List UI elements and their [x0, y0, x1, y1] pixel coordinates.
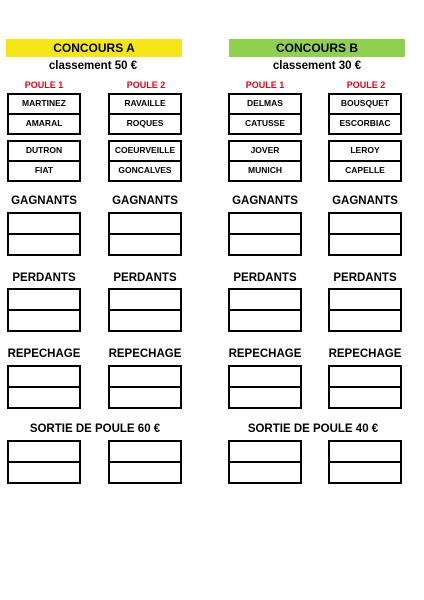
team-name: DELMAS	[247, 98, 283, 108]
team-name: MUNICH	[230, 160, 300, 180]
gagnants-box-b1	[228, 212, 302, 256]
perdants-box-b2	[328, 288, 402, 332]
perdants-heading-b2: PERDANTS	[333, 272, 397, 284]
repechage-heading-a1: REPECHAGE	[7, 348, 81, 360]
perdants-heading-a1: PERDANTS	[12, 272, 76, 284]
concours-a-classement: classement 50 €	[48, 60, 138, 72]
team-box-b-p1-1	[228, 93, 302, 135]
team-name: ESCORBIAC	[330, 113, 400, 133]
team-box-a-p1-2	[7, 140, 81, 182]
perdants-heading-a2: PERDANTS	[113, 272, 177, 284]
repechage-box-b1	[228, 365, 302, 409]
team-name: CATUSSE	[230, 113, 300, 133]
team-box-a-p2-1	[108, 93, 182, 135]
sortie-box-a1	[7, 440, 81, 484]
concours-a-banner	[6, 39, 182, 57]
gagnants-heading-a1: GAGNANTS	[11, 195, 77, 207]
team-box-b-p2-1	[328, 93, 402, 135]
team-box-a-p2-2	[108, 140, 182, 182]
repechage-box-b2	[328, 365, 402, 409]
team-name: MARTINEZ	[22, 98, 66, 108]
perdants-heading-b1: PERDANTS	[233, 272, 297, 284]
gagnants-box-a2	[108, 212, 182, 256]
team-name: DUTRON	[25, 145, 63, 155]
concours-b-classement: classement 30 €	[272, 60, 362, 72]
repechage-box-a1	[7, 365, 81, 409]
concours-b-poule2-label: POULE 2	[346, 80, 386, 90]
perdants-box-a2	[108, 288, 182, 332]
gagnants-box-b2	[328, 212, 402, 256]
gagnants-heading-b1: GAGNANTS	[232, 195, 298, 207]
sortie-box-a2	[108, 440, 182, 484]
concours-a-poule1-label: POULE 1	[24, 80, 64, 90]
gagnants-box-a1	[7, 212, 81, 256]
team-name: CAPELLE	[330, 160, 400, 180]
repechage-heading-b2: REPECHAGE	[328, 348, 402, 360]
repechage-box-a2	[108, 365, 182, 409]
repechage-heading-b1: REPECHAGE	[228, 348, 302, 360]
concours-a-title: CONCOURS A	[53, 41, 135, 55]
team-name: BOUSQUET	[340, 98, 390, 108]
concours-a-poule2-label: POULE 2	[126, 80, 166, 90]
concours-b-poule1-label: POULE 1	[245, 80, 285, 90]
perdants-box-a1	[7, 288, 81, 332]
team-box-b-p2-2	[328, 140, 402, 182]
sortie-box-b2	[328, 440, 402, 484]
team-name: RAVAILLE	[124, 98, 166, 108]
sortie-de-poule-a: SORTIE DE POULE 60 €	[29, 423, 161, 435]
team-box-a-p1-1	[7, 93, 81, 135]
team-name: FIAT	[9, 160, 79, 180]
gagnants-heading-a2: GAGNANTS	[112, 195, 178, 207]
perdants-box-b1	[228, 288, 302, 332]
team-name: LEROY	[350, 145, 380, 155]
team-name: COEURVEILLE	[114, 145, 176, 155]
team-name: GONCALVES	[110, 160, 180, 180]
concours-b-banner	[229, 39, 405, 57]
concours-b-title: CONCOURS B	[275, 41, 358, 55]
team-box-b-p1-2	[228, 140, 302, 182]
team-name: JOVER	[250, 145, 280, 155]
sortie-box-b1	[228, 440, 302, 484]
repechage-heading-a2: REPECHAGE	[108, 348, 182, 360]
team-name: ROQUES	[110, 113, 180, 133]
team-name: AMARAL	[9, 113, 79, 133]
gagnants-heading-b2: GAGNANTS	[332, 195, 398, 207]
sortie-de-poule-b: SORTIE DE POULE 40 €	[247, 423, 379, 435]
